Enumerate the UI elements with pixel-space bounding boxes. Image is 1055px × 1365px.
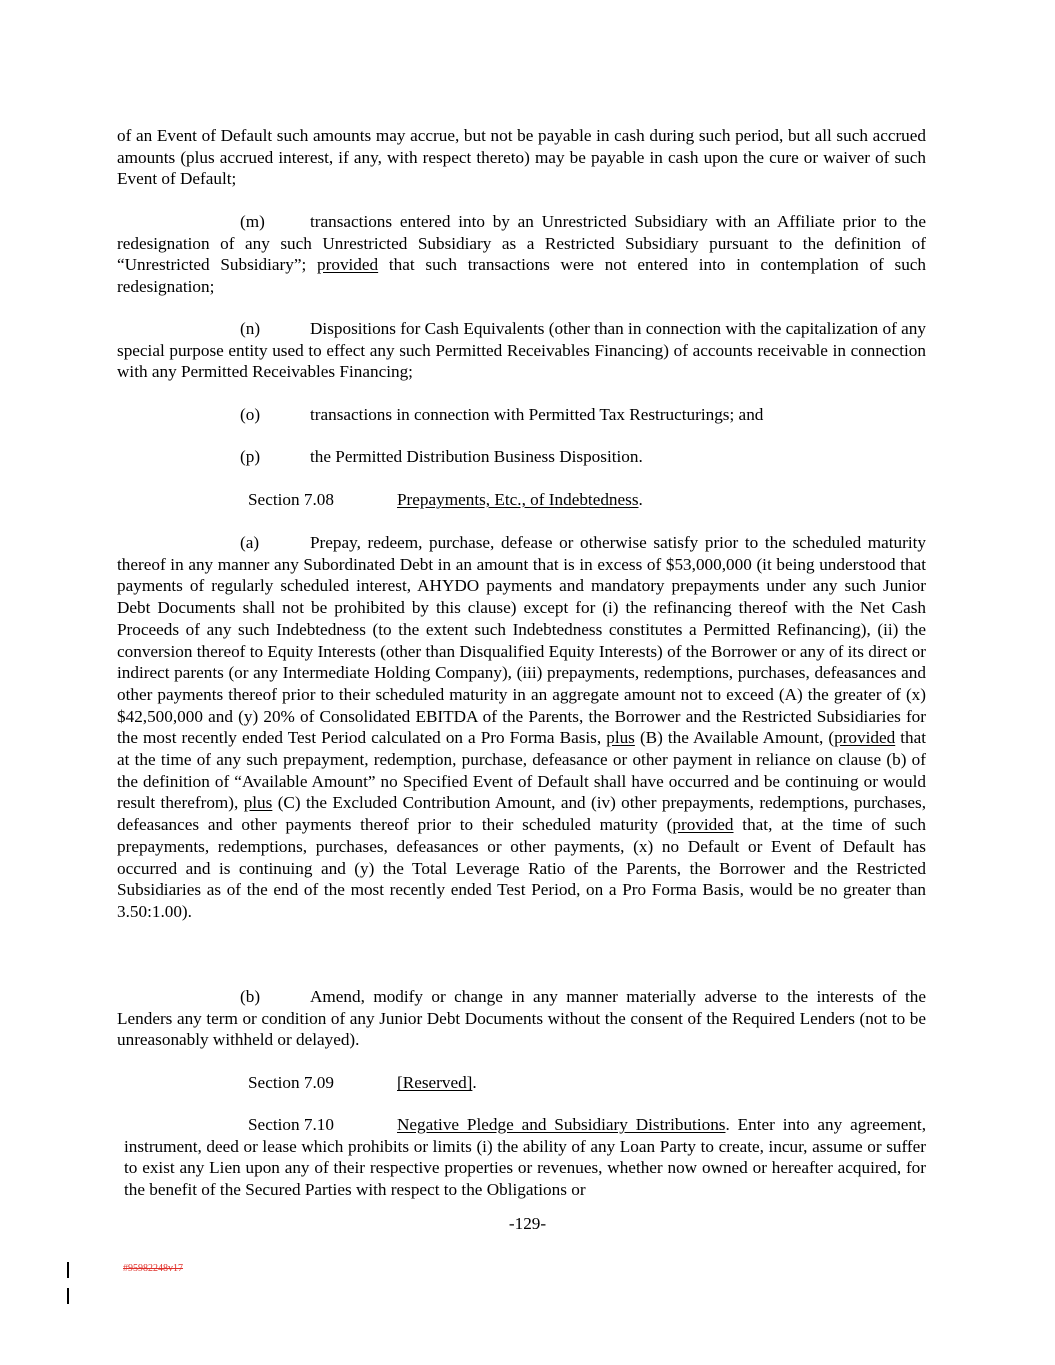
clause-m-label: (m) xyxy=(240,212,265,231)
section-7-09-title: [Reserved] xyxy=(397,1073,473,1092)
clause-o xyxy=(117,404,926,426)
clause-m-text-2: that such transactions were not entered into in contemplation of such redesignation; xyxy=(117,255,927,297)
clause-a-text-2: (B) the Available Amount, ( xyxy=(639,728,835,748)
page-number: -129- xyxy=(508,1214,547,1233)
clause-n-label: (n) xyxy=(240,319,261,338)
clause-b-label: (b) xyxy=(240,987,261,1006)
change-bar xyxy=(67,1262,69,1278)
section-7-09-period: . xyxy=(472,1073,477,1092)
provided-term: provided xyxy=(672,815,734,835)
section-7-10-number: Section 7.10 xyxy=(248,1115,334,1134)
section-7-10-text: . Enter into any agreement, instrument, deed or lease which prohibits or limits (i) the ability of any Loan Party to create, incur, assume or suffer to exist any Lien upon any of their respective properties or revenues, whether now owned or hereafter acquired, for the benefit of the Secured Parties with respect to the Obligations or xyxy=(124,1115,926,1200)
provided-term: provided xyxy=(834,728,896,748)
paragraph-l-continuation: of an Event of Default such amounts may accrue, but not be payable in cash during such period, but all such accrued amounts (plus accrued interest, if any, with respect thereto) may be payable in cash upon the cure or waiver of such Event of Default; xyxy=(117,126,926,189)
section-7-08-number: Section 7.08 xyxy=(248,490,334,509)
clause-a-text-5: that, at the time of such prepayments, redemptions, purchases, defeasances or other payments, (x) no Default or Event of Default has occurred and is continuing and (y) the Total Leverage Ratio of the Parents, the Borrower and the Restricted Subsidiaries as of the end of the most recently ended Test Period, on a Pro Forma Basis, would be no greater than 3.50:1.00). xyxy=(117,815,926,921)
clause-n xyxy=(117,318,926,383)
section-7-09-number: Section 7.09 xyxy=(248,1073,334,1092)
section-7-09-heading xyxy=(248,1072,477,1094)
change-bar xyxy=(67,1288,69,1304)
clause-a-label: (a) xyxy=(240,533,260,552)
section-7-08-period: . xyxy=(638,490,643,509)
clause-a-text-3: that at the time of any such prepayment, redemption, purchase, defeasance or other payment in reliance on clause (b) of the definition of “Available Amount” no Specified Event of Default shall have occurred and be continuing or would result therefrom), xyxy=(117,728,927,813)
section-7-08-title: Prepayments, Etc., of Indebtedness xyxy=(397,490,639,509)
clause-p-text: the Permitted Distribution Business Disposition. xyxy=(310,447,643,466)
clause-a xyxy=(117,532,926,923)
clause-p xyxy=(117,446,926,468)
clause-a-text-4: (C) the Excluded Contribution Amount, and (iv) other prepayments, redemptions, purchases, defeasances and other payments thereof prior to their scheduled maturity ( xyxy=(117,793,926,835)
clause-b xyxy=(117,986,926,1051)
clause-n-text: Dispositions for Cash Equivalents (other than in connection with the capitalization of any special purpose entity used to effect any such Permitted Receivables Financing) of accounts receivable in connection with any Permitted Receivables Financing; xyxy=(117,319,926,382)
section-7-08-heading xyxy=(248,489,643,511)
clause-m xyxy=(117,211,926,298)
clause-b-text: Amend, modify or change in any manner materially adverse to the interests of the Lenders any term or condition of any Junior Debt Documents without the consent of the Required Lenders (not to be unreasonably withheld or delayed). xyxy=(117,987,926,1050)
clause-a-text-1: Prepay, redeem, purchase, defease or otherwise satisfy prior to the scheduled maturity thereof in any manner any Subordinated Debt in an amount that is in excess of $53,000,000 (it being understood that payments of regularly scheduled interest, AHYDO payments and mandatory prepayments under any such Junior Debt Documents shall not be prohibited by this clause) except for (i) the refinancing thereof with the Net Cash Proceeds of any such Indebtedness (to the extent such Indebtedness constitutes a Permitted Refinancing), (ii) the conversion thereof to Equity Interests (other than Disqualified Equity Interests) of the Borrower or any of its direct or indirect parents (or any Intermediate Holding Company), (iii) prepayments, redemptions, purchases, defeasances and other payments thereof prior to their scheduled maturity in an aggregate amount not to exceed (A) the greater of (x) $42,500,000 and (y) 20% of Consolidated EBITDA of the Parents, the Borrower and the Restricted Subsidiaries for the most recently ended Test Period calculated on a Pro Forma Basis, xyxy=(117,533,926,748)
clause-p-label: (p) xyxy=(240,447,261,466)
section-7-10 xyxy=(124,1114,926,1201)
section-7-10-title: Negative Pledge and Subsidiary Distributions xyxy=(397,1115,726,1134)
plus-term: plus xyxy=(606,728,635,748)
document-id: #95982248v17 xyxy=(123,1263,183,1274)
clause-o-label: (o) xyxy=(240,405,261,424)
clause-m-text: transactions entered into by an Unrestricted Subsidiary with an Affiliate prior to the redesignation of any such Unrestricted Subsidiary as a Restricted Subsidiary pursuant to the definition of “Unrestricted Subsidiary”; xyxy=(117,212,926,275)
plus-term: plus xyxy=(243,793,273,813)
provided-term: provided xyxy=(317,255,379,275)
clause-o-text: transactions in connection with Permitted Tax Restructurings; and xyxy=(310,405,764,424)
